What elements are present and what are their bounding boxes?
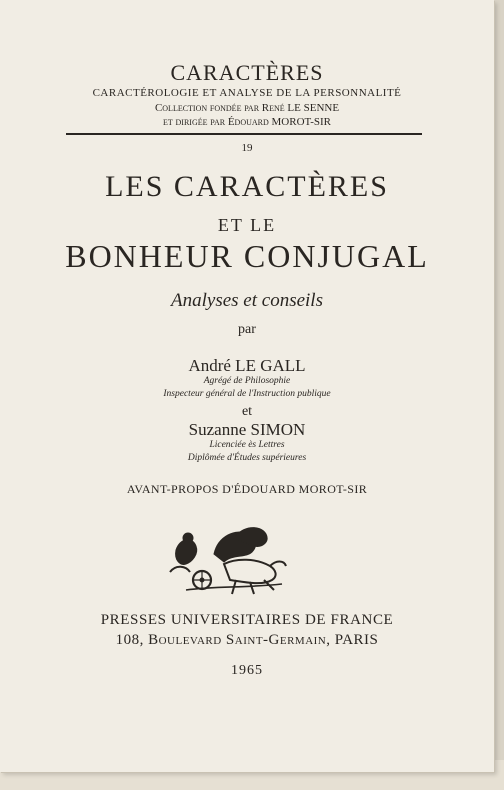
author-2-credential-1: Licenciée ès Lettres xyxy=(209,440,285,450)
publication-year: 1965 xyxy=(231,663,263,678)
publisher-emblem-icon xyxy=(166,524,290,598)
series-founder: Collection fondée par René LE SENNE xyxy=(154,102,340,114)
book-subtitle: Analyses et conseils xyxy=(171,290,323,311)
author-2-credential-2: Diplômée d'Études supérieures xyxy=(187,453,307,463)
author-conjunction: et xyxy=(241,404,253,419)
author-1-credential-2: Inspecteur général de l'Instruction publique xyxy=(163,389,331,399)
publisher-address: 108, Boulevard Saint-Germain, PARIS xyxy=(115,632,379,648)
series-number: 19 xyxy=(241,142,253,154)
by-label: par xyxy=(238,322,256,337)
book-title-line2: ET LE xyxy=(217,215,277,235)
series-director: et dirigée par Édouard MOROT-SIR xyxy=(162,116,332,128)
foreword-credit: AVANT-PROPOS D'ÉDOUARD MOROT-SIR xyxy=(126,482,368,496)
header-rule xyxy=(66,133,422,135)
author-2-name: Suzanne SIMON xyxy=(188,420,306,439)
book-title-line3: BONHEUR CONJUGAL xyxy=(65,238,429,274)
author-1-name: André LE GALL xyxy=(188,356,306,375)
author-1-credential-1: Agrégé de Philosophie xyxy=(203,376,291,386)
series-name: CARACTÈRES xyxy=(170,60,324,85)
series-subtitle: CARACTÉROLOGIE ET ANALYSE DE LA PERSONNALITÉ xyxy=(92,87,402,99)
book-title-line1: LES CARACTÈRES xyxy=(105,170,389,203)
publisher-name: PRESSES UNIVERSITAIRES DE FRANCE xyxy=(100,612,394,628)
